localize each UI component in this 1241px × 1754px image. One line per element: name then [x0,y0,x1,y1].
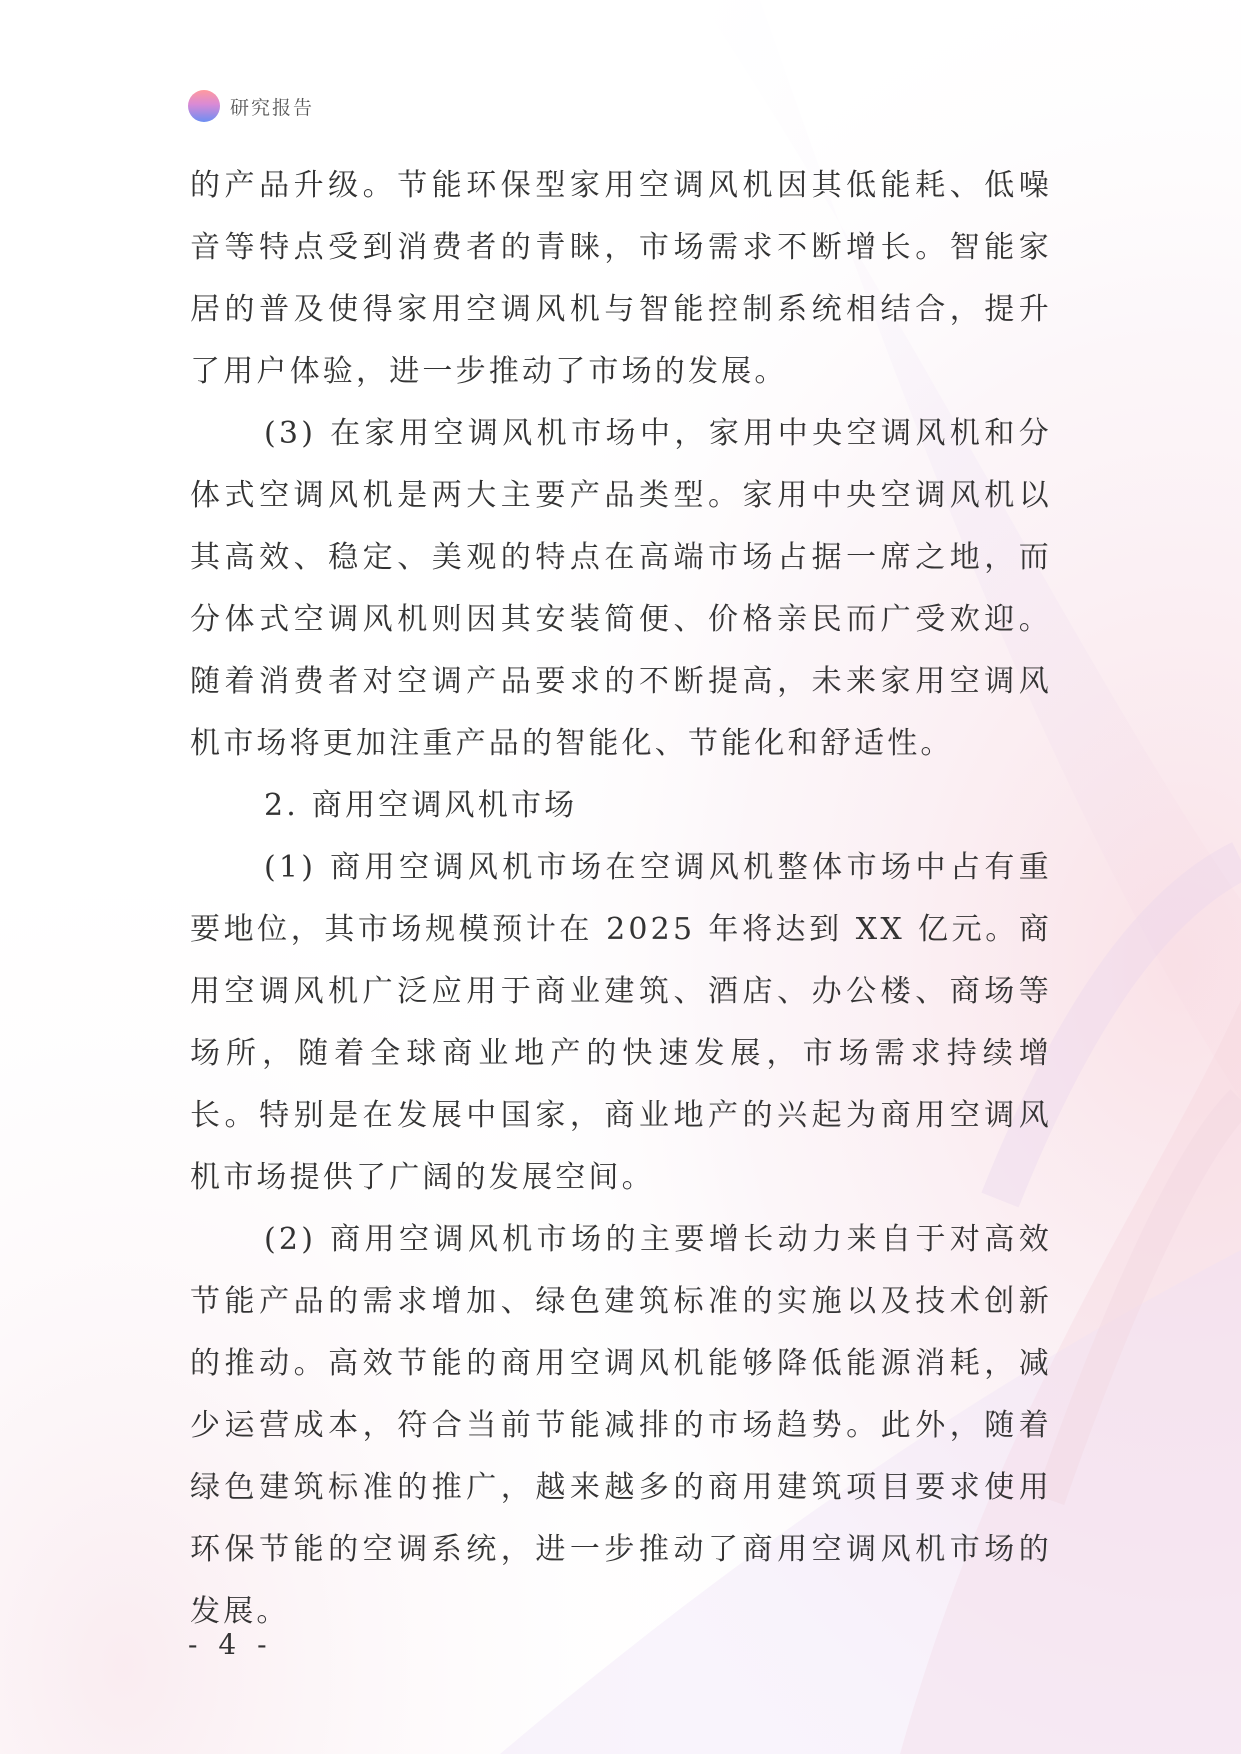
document-body [190,155,1052,1643]
paragraph-commercial-growth-drivers: (2) 商用空调风机市场的主要增长动力来自于对高效节能产品的需求增加、绿色建筑标准的实施以及技术创新的推动。高效节能的商用空调风机能够降低能源消耗，减少运营成本，符合当前节能减排的市场趋势。此外，随着绿色建筑标准的推广，越来越多的商用建筑项目要求使用环保节能的空调系统，进一步推动了商用空调风机市场的发展。 [190,1222,1052,1629]
section-heading-commercial: 2. 商用空调风机市场 [264,788,578,823]
report-header [188,89,314,123]
logo-icon [188,90,220,122]
paragraph-continuation: 的产品升级。节能环保型家用空调风机因其低能耗、低噪音等特点受到消费者的青睐，市场需求不断增长。智能家居的普及使得家用空调风机与智能控制系统相结合，提升了用户体验，进一步推动了市场的发展。 [190,168,1052,389]
page-number: - 4 - [188,1628,273,1661]
paragraph-commercial-market-size: (1) 商用空调风机市场在空调风机整体市场中占有重要地位，其市场规模预计在 2025 年将达到 XX 亿元。商用空调风机广泛应用于商业建筑、酒店、办公楼、商场等场所，随着全球商业地产的快速发展，市场需求持续增长。特别是在发展中国家，商业地产的兴起为商用空调风机市场提供了广阔的发展空间。 [190,850,1052,1195]
header-title: 研究报告 [230,96,315,119]
paragraph-household-product-types: (3) 在家用空调风机市场中，家用中央空调风机和分体式空调风机是两大主要产品类型。家用中央空调风机以其高效、稳定、美观的特点在高端市场占据一席之地，而分体式空调风机则因其安装简便、价格亲民而广受欢迎。随着消费者对空调产品要求的不断提高，未来家用空调风机市场将更加注重产品的智能化、节能化和舒适性。 [190,416,1052,761]
